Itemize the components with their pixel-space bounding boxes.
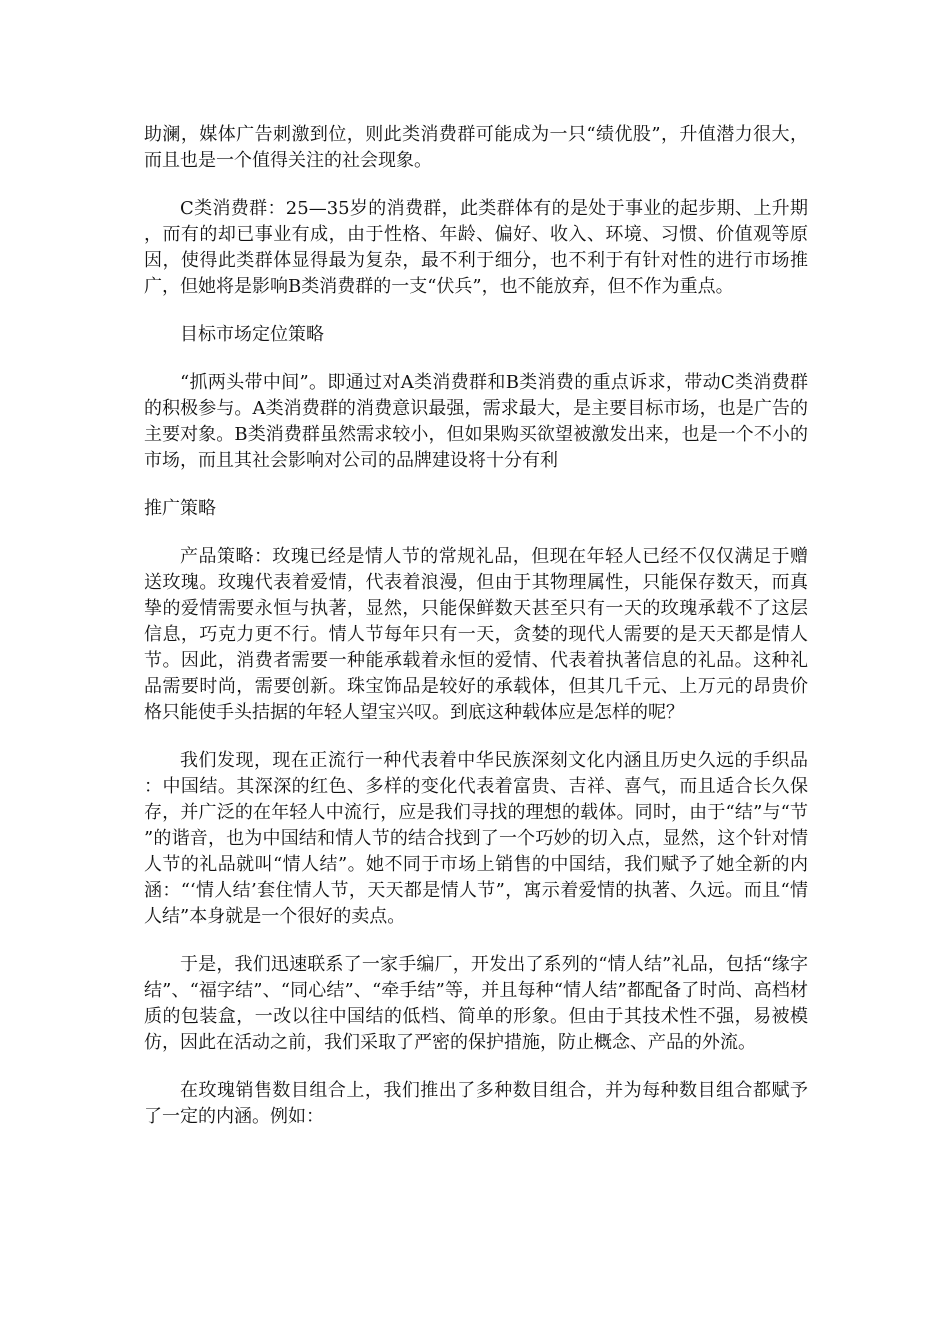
paragraph-consumer-b-continued: 助澜，媒体广告刺激到位，则此类消费群可能成为一只“绩优股”，升值潜力很大，而且也是一个值得关注的社会现象。: [144, 124, 808, 171]
paragraph-target-market-strategy: “抓两头带中间”。即通过对A类消费群和B类消费的重点诉求，带动C类消费群的积极参与。A类消费群的消费意识最强，需求最大，是主要目标市场，也是广告的主要对象。B类消费群虽然需求较小，但如果购买欲望被激发出来，也是一个不小的市场，而且其社会影响对公司的品牌建设将十分有利: [144, 372, 808, 471]
paragraph-product-strategy: 产品策略：玫瑰已经是情人节的常规礼品，但现在年轻人已经不仅仅满足于赠送玫瑰。玫瑰代表着爱情，代表着浪漫，但由于其物理属性，只能保存数天，而真挚的爱情需要永恒与执著，显然，只能保鲜数天甚至只有一天的玫瑰承载不了这层信息，巧克力更不行。情人节每年只有一天，贪婪的现代人需要的是天天都是情人节。因此，消费者需要一种能承载着永恒的爱情、代表着执著信息的礼品。这种礼品需要时尚，需要创新。珠宝饰品是较好的承载体，但其几千元、上万元的昂贵价格只能使手头拮据的年轻人望宝兴叹。到底这种载体应是怎样的呢？: [144, 546, 808, 723]
paragraph-product-development: 于是，我们迅速联系了一家手编厂，开发出了系列的“情人结”礼品，包括“缘字结”、“福字结”、“同心结”、“牵手结”等，并且每种“情人结”都配备了时尚、高档材质的包装盒，一改以往中国结的低档、简单的形象。但由于其技术性不强，易被模仿，因此在活动之前，我们采取了严密的保护措施，防止概念、产品的外流。: [144, 954, 808, 1053]
paragraph-consumer-c: C类消费群：25—35岁的消费群，此类群体有的是处于事业的起步期、上升期，而有的却已事业有成，由于性格、年龄、偏好、收入、环境、习惯、价值观等原因，使得此类群体显得最为复杂，最不利于细分，也不利于有针对性的进行市场推广，但她将是影响B类消费群的一支“伏兵”，也不能放弃，但不作为重点。: [144, 198, 808, 297]
heading-promotion-strategy: 推广策略: [144, 498, 216, 519]
document-body: [144, 122, 808, 1152]
paragraph-rose-combination: 在玫瑰销售数目组合上，我们推出了多种数目组合，并为每种数目组合都赋予了一定的内涵。例如：: [144, 1080, 808, 1127]
paragraph-chinese-knot: 我们发现，现在正流行一种代表着中华民族深刻文化内涵且历史久远的手织品：中国结。其深深的红色、多样的变化代表着富贵、吉祥、喜气，而且适合长久保存，并广泛的在年轻人中流行，应是我们寻找的理想的载体。同时，由于“结”与“节”的谐音，也为中国结和情人节的结合找到了一个巧妙的切入点，显然，这个针对情人节的礼品就叫“情人结”。她不同于市场上销售的中国结，我们赋予了她全新的内涵：“‘情人结’套住情人节，天天都是情人节”，寓示着爱情的执著、久远。而且“情人结”本身就是一个很好的卖点。: [144, 750, 808, 927]
heading-target-market-positioning: 目标市场定位策略: [180, 324, 324, 345]
